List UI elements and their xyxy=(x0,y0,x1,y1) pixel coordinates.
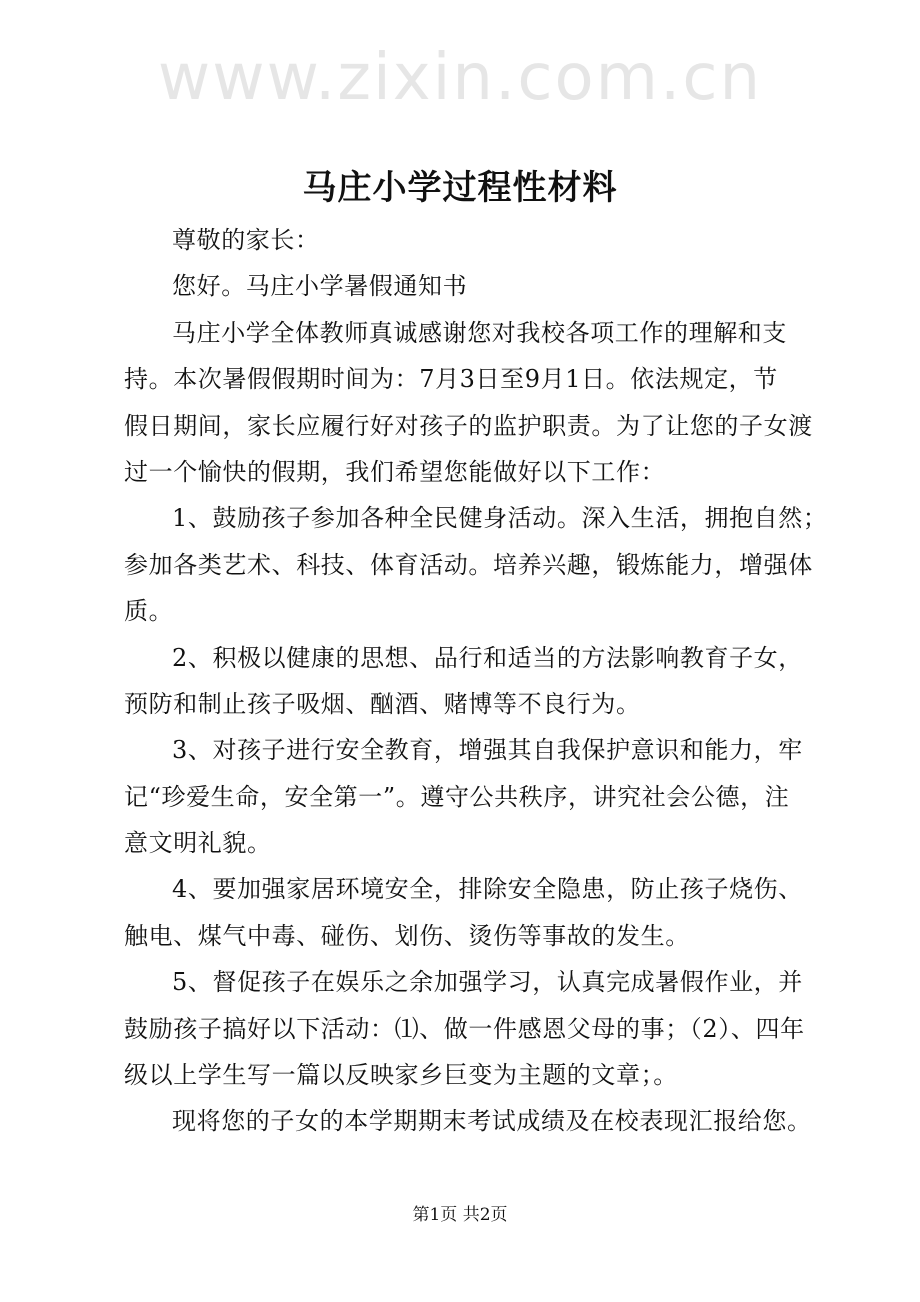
text-line: 马庄小学全体教师真诚感谢您对我校各项工作的理解和支 xyxy=(172,318,787,347)
text-line: 5、督促孩子在娱乐之余加强学习，认真完成暑假作业，并 xyxy=(172,968,803,997)
text-line: 意文明礼貌。 xyxy=(124,829,272,858)
text-line: 尊敬的家长： xyxy=(172,226,320,254)
document-title: 马庄小学过程性材料 xyxy=(302,168,618,208)
text-line: 记“珍爱生命，安全第一”。遵守公共秩序，讲究社会公德，注 xyxy=(124,782,790,811)
text-line: 参加各类艺术、科技、体育活动。培养兴趣，锻炼能力，增强体 xyxy=(124,550,813,579)
text-line: 触电、煤气中毒、碰伤、划伤、烫伤等事故的发生。 xyxy=(124,921,690,950)
text-line: 4、要加强家居环境安全，排除安全隐患，防止孩子烧伤、 xyxy=(172,875,803,904)
text-line: 预防和制止孩子吸烟、酗酒、赌博等不良行为。 xyxy=(124,689,641,718)
watermark: www.zixin.com.cn xyxy=(157,41,763,115)
text-line: 级以上学生写一篇以反映家乡巨变为主题的文章；。 xyxy=(124,1061,678,1090)
text-line: 3、对孩子进行安全教育，增强其自我保护意识和能力，牢 xyxy=(172,736,803,765)
text-line: 现将您的子女的本学期期末考试成绩及在校表现汇报给您。 xyxy=(172,1107,812,1136)
text-line: 2、积极以健康的思想、品行和适当的方法影响教育子女， xyxy=(172,643,803,672)
text-line: 您好。马庄小学暑假通知书 xyxy=(172,272,468,301)
text-line: 假日期间，家长应履行好对孩子的监护职责。为了让您的子女渡 xyxy=(124,411,813,440)
text-line: 质。 xyxy=(124,597,174,626)
text-line: 鼓励孩子搞好以下活动：⑴、做一件感恩父母的事；（2）、四年 xyxy=(124,1014,805,1043)
text-line: 持。本次暑假假期时间为：7月3日至9月1日。依法规定，节 xyxy=(124,365,778,394)
text-line: 过一个愉快的假期，我们希望您能做好以下工作： xyxy=(124,457,666,486)
document-body xyxy=(124,217,828,1145)
text-line: 1、鼓励孩子参加各种全民健身活动。深入生活，拥抱自然； xyxy=(172,504,828,533)
page-footer: 第1页 共2页 xyxy=(412,1205,508,1225)
